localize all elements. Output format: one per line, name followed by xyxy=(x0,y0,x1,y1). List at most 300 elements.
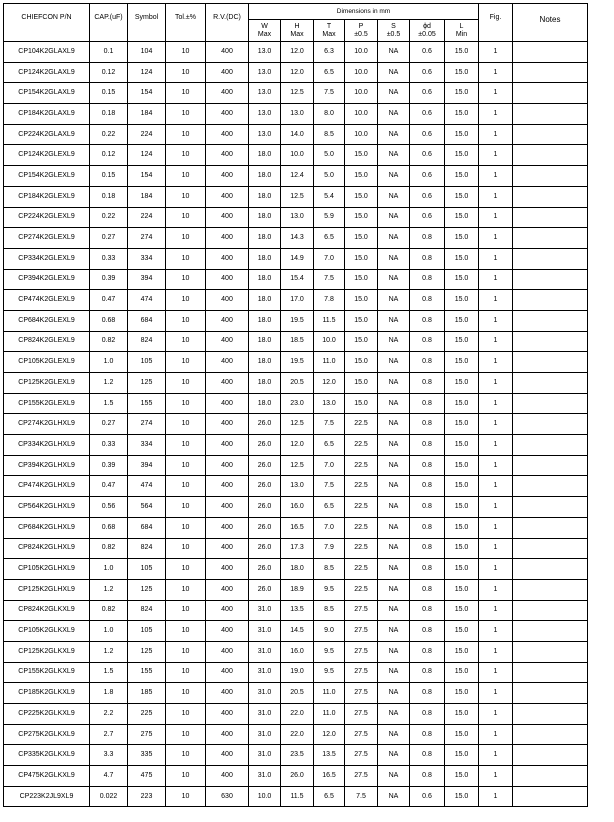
cell-s: NA xyxy=(378,248,410,269)
cell-lead-length: 15.0 xyxy=(445,641,479,662)
cell-capacitance: 1.2 xyxy=(90,373,128,394)
cell-notes xyxy=(513,414,588,435)
cell-thickness: 7.5 xyxy=(314,414,345,435)
cell-s: NA xyxy=(378,124,410,145)
cell-part-number: CP334K2GLEXL9 xyxy=(4,248,90,269)
cell-part-number: CP185K2GLKXL9 xyxy=(4,683,90,704)
cell-thickness: 9.5 xyxy=(314,579,345,600)
cell-pitch: 15.0 xyxy=(345,166,378,187)
cell-lead-length: 15.0 xyxy=(445,310,479,331)
cell-lead-length: 15.0 xyxy=(445,662,479,683)
table-row xyxy=(4,724,588,745)
cell-notes xyxy=(513,62,588,83)
cell-height: 12.5 xyxy=(281,455,314,476)
cell-rated-voltage: 400 xyxy=(206,62,249,83)
cell-symbol: 274 xyxy=(128,414,166,435)
cell-tolerance: 10 xyxy=(166,373,206,394)
cell-width: 31.0 xyxy=(249,724,281,745)
cell-width: 31.0 xyxy=(249,704,281,725)
cell-tolerance: 10 xyxy=(166,538,206,559)
cell-part-number: CP334K2GLHXL9 xyxy=(4,435,90,456)
table-row xyxy=(4,228,588,249)
cell-notes xyxy=(513,331,588,352)
cell-s: NA xyxy=(378,373,410,394)
cell-tolerance: 10 xyxy=(166,517,206,538)
table-row xyxy=(4,476,588,497)
table-row xyxy=(4,414,588,435)
cell-s: NA xyxy=(378,290,410,311)
table-row xyxy=(4,331,588,352)
cell-height: 16.0 xyxy=(281,641,314,662)
cell-capacitance: 0.12 xyxy=(90,62,128,83)
cell-lead-diameter: 0.6 xyxy=(410,207,445,228)
cell-capacitance: 1.5 xyxy=(90,393,128,414)
cell-lead-diameter: 0.8 xyxy=(410,579,445,600)
cell-lead-length: 15.0 xyxy=(445,724,479,745)
cell-s: NA xyxy=(378,42,410,63)
cell-pitch: 27.5 xyxy=(345,641,378,662)
cell-tolerance: 10 xyxy=(166,662,206,683)
cell-pitch: 27.5 xyxy=(345,600,378,621)
cell-thickness: 6.5 xyxy=(314,786,345,807)
cell-figure: 1 xyxy=(479,145,513,166)
table-row xyxy=(4,104,588,125)
cell-figure: 1 xyxy=(479,310,513,331)
cell-notes xyxy=(513,476,588,497)
cell-width: 26.0 xyxy=(249,435,281,456)
cell-width: 18.0 xyxy=(249,373,281,394)
cell-rated-voltage: 400 xyxy=(206,724,249,745)
cell-symbol: 155 xyxy=(128,662,166,683)
cell-part-number: CP125K2GLHXL9 xyxy=(4,579,90,600)
cell-tolerance: 10 xyxy=(166,145,206,166)
cell-width: 18.0 xyxy=(249,186,281,207)
cell-rated-voltage: 400 xyxy=(206,538,249,559)
cell-figure: 1 xyxy=(479,166,513,187)
cell-symbol: 824 xyxy=(128,331,166,352)
cell-tolerance: 10 xyxy=(166,124,206,145)
cell-notes xyxy=(513,290,588,311)
table-row xyxy=(4,517,588,538)
cell-rated-voltage: 400 xyxy=(206,476,249,497)
cell-notes xyxy=(513,704,588,725)
cell-lead-diameter: 0.8 xyxy=(410,455,445,476)
cell-notes xyxy=(513,186,588,207)
cell-lead-length: 15.0 xyxy=(445,393,479,414)
cell-thickness: 7.0 xyxy=(314,455,345,476)
cell-notes xyxy=(513,600,588,621)
cell-figure: 1 xyxy=(479,683,513,704)
table-row xyxy=(4,42,588,63)
cell-figure: 1 xyxy=(479,538,513,559)
cell-rated-voltage: 400 xyxy=(206,497,249,518)
cell-pitch: 7.5 xyxy=(345,786,378,807)
cell-pitch: 27.5 xyxy=(345,662,378,683)
cell-height: 14.0 xyxy=(281,124,314,145)
cell-tolerance: 10 xyxy=(166,683,206,704)
cell-symbol: 105 xyxy=(128,559,166,580)
cell-part-number: CP154K2GLEXL9 xyxy=(4,166,90,187)
cell-pitch: 27.5 xyxy=(345,621,378,642)
cell-tolerance: 10 xyxy=(166,476,206,497)
cell-s: NA xyxy=(378,166,410,187)
cell-s: NA xyxy=(378,476,410,497)
cell-width: 13.0 xyxy=(249,104,281,125)
cell-part-number: CP124K2GLAXL9 xyxy=(4,62,90,83)
cell-lead-length: 15.0 xyxy=(445,269,479,290)
cell-lead-diameter: 0.8 xyxy=(410,393,445,414)
table-row xyxy=(4,186,588,207)
cell-symbol: 124 xyxy=(128,145,166,166)
cell-symbol: 224 xyxy=(128,124,166,145)
cell-pitch: 15.0 xyxy=(345,228,378,249)
cell-capacitance: 3.3 xyxy=(90,745,128,766)
cell-rated-voltage: 400 xyxy=(206,186,249,207)
table-row xyxy=(4,352,588,373)
cell-lead-diameter: 0.8 xyxy=(410,435,445,456)
cell-lead-length: 15.0 xyxy=(445,497,479,518)
cell-lead-diameter: 0.8 xyxy=(410,497,445,518)
cell-s: NA xyxy=(378,600,410,621)
cell-thickness: 7.0 xyxy=(314,517,345,538)
table-row xyxy=(4,145,588,166)
cell-lead-length: 15.0 xyxy=(445,42,479,63)
cell-rated-voltage: 630 xyxy=(206,786,249,807)
cell-capacitance: 0.33 xyxy=(90,435,128,456)
cell-rated-voltage: 400 xyxy=(206,373,249,394)
cell-notes xyxy=(513,373,588,394)
cell-capacitance: 2.2 xyxy=(90,704,128,725)
cell-width: 18.0 xyxy=(249,166,281,187)
cell-lead-length: 15.0 xyxy=(445,145,479,166)
header-pitch: P ±0.5 xyxy=(345,20,378,42)
cell-figure: 1 xyxy=(479,641,513,662)
cell-symbol: 154 xyxy=(128,166,166,187)
cell-figure: 1 xyxy=(479,269,513,290)
cell-pitch: 22.5 xyxy=(345,538,378,559)
cell-lead-diameter: 0.8 xyxy=(410,352,445,373)
cell-lead-length: 15.0 xyxy=(445,745,479,766)
cell-lead-length: 15.0 xyxy=(445,455,479,476)
cell-rated-voltage: 400 xyxy=(206,435,249,456)
header-dimensions: Dimensions in mm xyxy=(249,4,479,20)
cell-pitch: 22.5 xyxy=(345,579,378,600)
cell-thickness: 9.0 xyxy=(314,621,345,642)
cell-symbol: 274 xyxy=(128,228,166,249)
cell-s: NA xyxy=(378,207,410,228)
cell-width: 31.0 xyxy=(249,745,281,766)
cell-height: 12.0 xyxy=(281,435,314,456)
cell-s: NA xyxy=(378,559,410,580)
cell-notes xyxy=(513,352,588,373)
cell-symbol: 155 xyxy=(128,393,166,414)
cell-rated-voltage: 400 xyxy=(206,641,249,662)
cell-lead-diameter: 0.6 xyxy=(410,83,445,104)
cell-figure: 1 xyxy=(479,745,513,766)
cell-s: NA xyxy=(378,517,410,538)
cell-height: 14.9 xyxy=(281,248,314,269)
cell-pitch: 15.0 xyxy=(345,331,378,352)
cell-rated-voltage: 400 xyxy=(206,683,249,704)
cell-rated-voltage: 400 xyxy=(206,228,249,249)
cell-tolerance: 10 xyxy=(166,228,206,249)
cell-tolerance: 10 xyxy=(166,786,206,807)
cell-symbol: 185 xyxy=(128,683,166,704)
cell-pitch: 15.0 xyxy=(345,310,378,331)
cell-part-number: CP224K2GLAXL9 xyxy=(4,124,90,145)
cell-capacitance: 1.5 xyxy=(90,662,128,683)
cell-lead-length: 15.0 xyxy=(445,414,479,435)
cell-rated-voltage: 400 xyxy=(206,662,249,683)
cell-lead-length: 15.0 xyxy=(445,476,479,497)
cell-symbol: 275 xyxy=(128,724,166,745)
cell-notes xyxy=(513,766,588,787)
header-figure: Fig. xyxy=(479,4,513,42)
cell-symbol: 684 xyxy=(128,517,166,538)
cell-part-number: CP335K2GLKXL9 xyxy=(4,745,90,766)
cell-part-number: CP824K2GLHXL9 xyxy=(4,538,90,559)
cell-notes xyxy=(513,435,588,456)
cell-capacitance: 0.82 xyxy=(90,331,128,352)
cell-s: NA xyxy=(378,186,410,207)
cell-capacitance: 0.39 xyxy=(90,269,128,290)
table-row xyxy=(4,166,588,187)
cell-s: NA xyxy=(378,310,410,331)
cell-figure: 1 xyxy=(479,455,513,476)
cell-part-number: CP105K2GLHXL9 xyxy=(4,559,90,580)
cell-width: 31.0 xyxy=(249,766,281,787)
cell-part-number: CP104K2GLAXL9 xyxy=(4,42,90,63)
cell-thickness: 8.5 xyxy=(314,124,345,145)
cell-part-number: CP684K2GLEXL9 xyxy=(4,310,90,331)
cell-pitch: 22.5 xyxy=(345,517,378,538)
cell-pitch: 15.0 xyxy=(345,145,378,166)
cell-rated-voltage: 400 xyxy=(206,766,249,787)
cell-lead-diameter: 0.8 xyxy=(410,600,445,621)
cell-lead-length: 15.0 xyxy=(445,786,479,807)
cell-thickness: 5.4 xyxy=(314,186,345,207)
cell-symbol: 474 xyxy=(128,476,166,497)
cell-width: 13.0 xyxy=(249,62,281,83)
cell-notes xyxy=(513,559,588,580)
cell-tolerance: 10 xyxy=(166,766,206,787)
cell-figure: 1 xyxy=(479,435,513,456)
cell-pitch: 27.5 xyxy=(345,766,378,787)
cell-height: 20.5 xyxy=(281,373,314,394)
cell-height: 17.3 xyxy=(281,538,314,559)
cell-part-number: CP125K2GLEXL9 xyxy=(4,373,90,394)
cell-height: 12.4 xyxy=(281,166,314,187)
cell-symbol: 125 xyxy=(128,373,166,394)
cell-width: 26.0 xyxy=(249,497,281,518)
cell-figure: 1 xyxy=(479,704,513,725)
cell-pitch: 10.0 xyxy=(345,104,378,125)
cell-pitch: 22.5 xyxy=(345,435,378,456)
cell-s: NA xyxy=(378,393,410,414)
cell-s: NA xyxy=(378,662,410,683)
cell-part-number: CP824K2GLEXL9 xyxy=(4,331,90,352)
cell-lead-diameter: 0.8 xyxy=(410,476,445,497)
cell-lead-diameter: 0.8 xyxy=(410,724,445,745)
cell-width: 10.0 xyxy=(249,786,281,807)
table-row xyxy=(4,373,588,394)
cell-symbol: 474 xyxy=(128,290,166,311)
cell-height: 23.5 xyxy=(281,745,314,766)
cell-lead-diameter: 0.8 xyxy=(410,331,445,352)
cell-symbol: 223 xyxy=(128,786,166,807)
cell-thickness: 6.5 xyxy=(314,62,345,83)
cell-thickness: 8.5 xyxy=(314,559,345,580)
cell-tolerance: 10 xyxy=(166,414,206,435)
cell-s: NA xyxy=(378,745,410,766)
header-height: H Max xyxy=(281,20,314,42)
table-row xyxy=(4,538,588,559)
cell-lead-diameter: 0.8 xyxy=(410,228,445,249)
cell-rated-voltage: 400 xyxy=(206,124,249,145)
cell-lead-diameter: 0.8 xyxy=(410,248,445,269)
cell-tolerance: 10 xyxy=(166,393,206,414)
cell-thickness: 5.0 xyxy=(314,145,345,166)
cell-thickness: 7.5 xyxy=(314,83,345,104)
header-lead-diameter: ϕd ±0.05 xyxy=(410,20,445,42)
cell-tolerance: 10 xyxy=(166,310,206,331)
cell-part-number: CP225K2GLKXL9 xyxy=(4,704,90,725)
cell-width: 31.0 xyxy=(249,600,281,621)
cell-lead-length: 15.0 xyxy=(445,373,479,394)
cell-capacitance: 1.0 xyxy=(90,621,128,642)
cell-tolerance: 10 xyxy=(166,166,206,187)
cell-tolerance: 10 xyxy=(166,104,206,125)
cell-figure: 1 xyxy=(479,228,513,249)
cell-tolerance: 10 xyxy=(166,248,206,269)
table-row xyxy=(4,662,588,683)
cell-pitch: 27.5 xyxy=(345,724,378,745)
cell-pitch: 27.5 xyxy=(345,745,378,766)
cell-width: 31.0 xyxy=(249,641,281,662)
cell-capacitance: 0.68 xyxy=(90,517,128,538)
cell-s: NA xyxy=(378,579,410,600)
cell-rated-voltage: 400 xyxy=(206,393,249,414)
cell-part-number: CP394K2GLEXL9 xyxy=(4,269,90,290)
table-row xyxy=(4,62,588,83)
cell-s: NA xyxy=(378,228,410,249)
cell-lead-length: 15.0 xyxy=(445,352,479,373)
cell-figure: 1 xyxy=(479,476,513,497)
cell-lead-diameter: 0.8 xyxy=(410,683,445,704)
cell-lead-length: 15.0 xyxy=(445,83,479,104)
cell-thickness: 10.0 xyxy=(314,331,345,352)
cell-lead-diameter: 0.6 xyxy=(410,104,445,125)
cell-capacitance: 0.022 xyxy=(90,786,128,807)
cell-s: NA xyxy=(378,83,410,104)
cell-lead-diameter: 0.6 xyxy=(410,62,445,83)
cell-tolerance: 10 xyxy=(166,269,206,290)
cell-rated-voltage: 400 xyxy=(206,704,249,725)
cell-height: 19.5 xyxy=(281,352,314,373)
cell-rated-voltage: 400 xyxy=(206,352,249,373)
cell-symbol: 184 xyxy=(128,186,166,207)
cell-symbol: 475 xyxy=(128,766,166,787)
cell-tolerance: 10 xyxy=(166,62,206,83)
cell-rated-voltage: 400 xyxy=(206,166,249,187)
cell-s: NA xyxy=(378,269,410,290)
cell-notes xyxy=(513,124,588,145)
cell-s: NA xyxy=(378,497,410,518)
cell-rated-voltage: 400 xyxy=(206,207,249,228)
cell-capacitance: 0.39 xyxy=(90,455,128,476)
cell-thickness: 6.3 xyxy=(314,42,345,63)
table-row xyxy=(4,435,588,456)
cell-part-number: CP224K2GLEXL9 xyxy=(4,207,90,228)
cell-pitch: 15.0 xyxy=(345,207,378,228)
cell-capacitance: 0.12 xyxy=(90,145,128,166)
table-row xyxy=(4,745,588,766)
cell-s: NA xyxy=(378,352,410,373)
cell-height: 12.5 xyxy=(281,414,314,435)
cell-lead-length: 15.0 xyxy=(445,621,479,642)
cell-lead-length: 15.0 xyxy=(445,248,479,269)
cell-thickness: 6.5 xyxy=(314,497,345,518)
cell-height: 13.0 xyxy=(281,207,314,228)
cell-figure: 1 xyxy=(479,124,513,145)
cell-tolerance: 10 xyxy=(166,559,206,580)
cell-lead-diameter: 0.8 xyxy=(410,704,445,725)
cell-lead-diameter: 0.8 xyxy=(410,414,445,435)
cell-thickness: 7.5 xyxy=(314,269,345,290)
cell-pitch: 15.0 xyxy=(345,373,378,394)
cell-rated-voltage: 400 xyxy=(206,745,249,766)
cell-lead-length: 15.0 xyxy=(445,207,479,228)
cell-part-number: CP223K2JL9XL9 xyxy=(4,786,90,807)
cell-lead-diameter: 0.8 xyxy=(410,517,445,538)
cell-lead-length: 15.0 xyxy=(445,579,479,600)
cell-width: 18.0 xyxy=(249,331,281,352)
cell-pitch: 15.0 xyxy=(345,352,378,373)
cell-capacitance: 1.8 xyxy=(90,683,128,704)
cell-pitch: 27.5 xyxy=(345,704,378,725)
cell-tolerance: 10 xyxy=(166,352,206,373)
cell-lead-length: 15.0 xyxy=(445,186,479,207)
cell-figure: 1 xyxy=(479,579,513,600)
cell-notes xyxy=(513,393,588,414)
cell-capacitance: 0.68 xyxy=(90,310,128,331)
cell-width: 26.0 xyxy=(249,414,281,435)
table-row xyxy=(4,579,588,600)
cell-figure: 1 xyxy=(479,786,513,807)
cell-lead-diameter: 0.8 xyxy=(410,641,445,662)
cell-rated-voltage: 400 xyxy=(206,145,249,166)
header-symbol: Symbol xyxy=(128,4,166,42)
cell-thickness: 11.0 xyxy=(314,704,345,725)
cell-s: NA xyxy=(378,104,410,125)
cell-notes xyxy=(513,42,588,63)
cell-rated-voltage: 400 xyxy=(206,310,249,331)
cell-figure: 1 xyxy=(479,42,513,63)
cell-symbol: 225 xyxy=(128,704,166,725)
cell-part-number: CP155K2GLKXL9 xyxy=(4,662,90,683)
cell-symbol: 104 xyxy=(128,42,166,63)
cell-width: 26.0 xyxy=(249,455,281,476)
cell-capacitance: 1.0 xyxy=(90,559,128,580)
cell-figure: 1 xyxy=(479,352,513,373)
cell-thickness: 12.0 xyxy=(314,724,345,745)
cell-pitch: 27.5 xyxy=(345,683,378,704)
cell-lead-diameter: 0.6 xyxy=(410,186,445,207)
cell-lead-diameter: 0.8 xyxy=(410,766,445,787)
table-row xyxy=(4,455,588,476)
cell-height: 20.5 xyxy=(281,683,314,704)
cell-notes xyxy=(513,145,588,166)
